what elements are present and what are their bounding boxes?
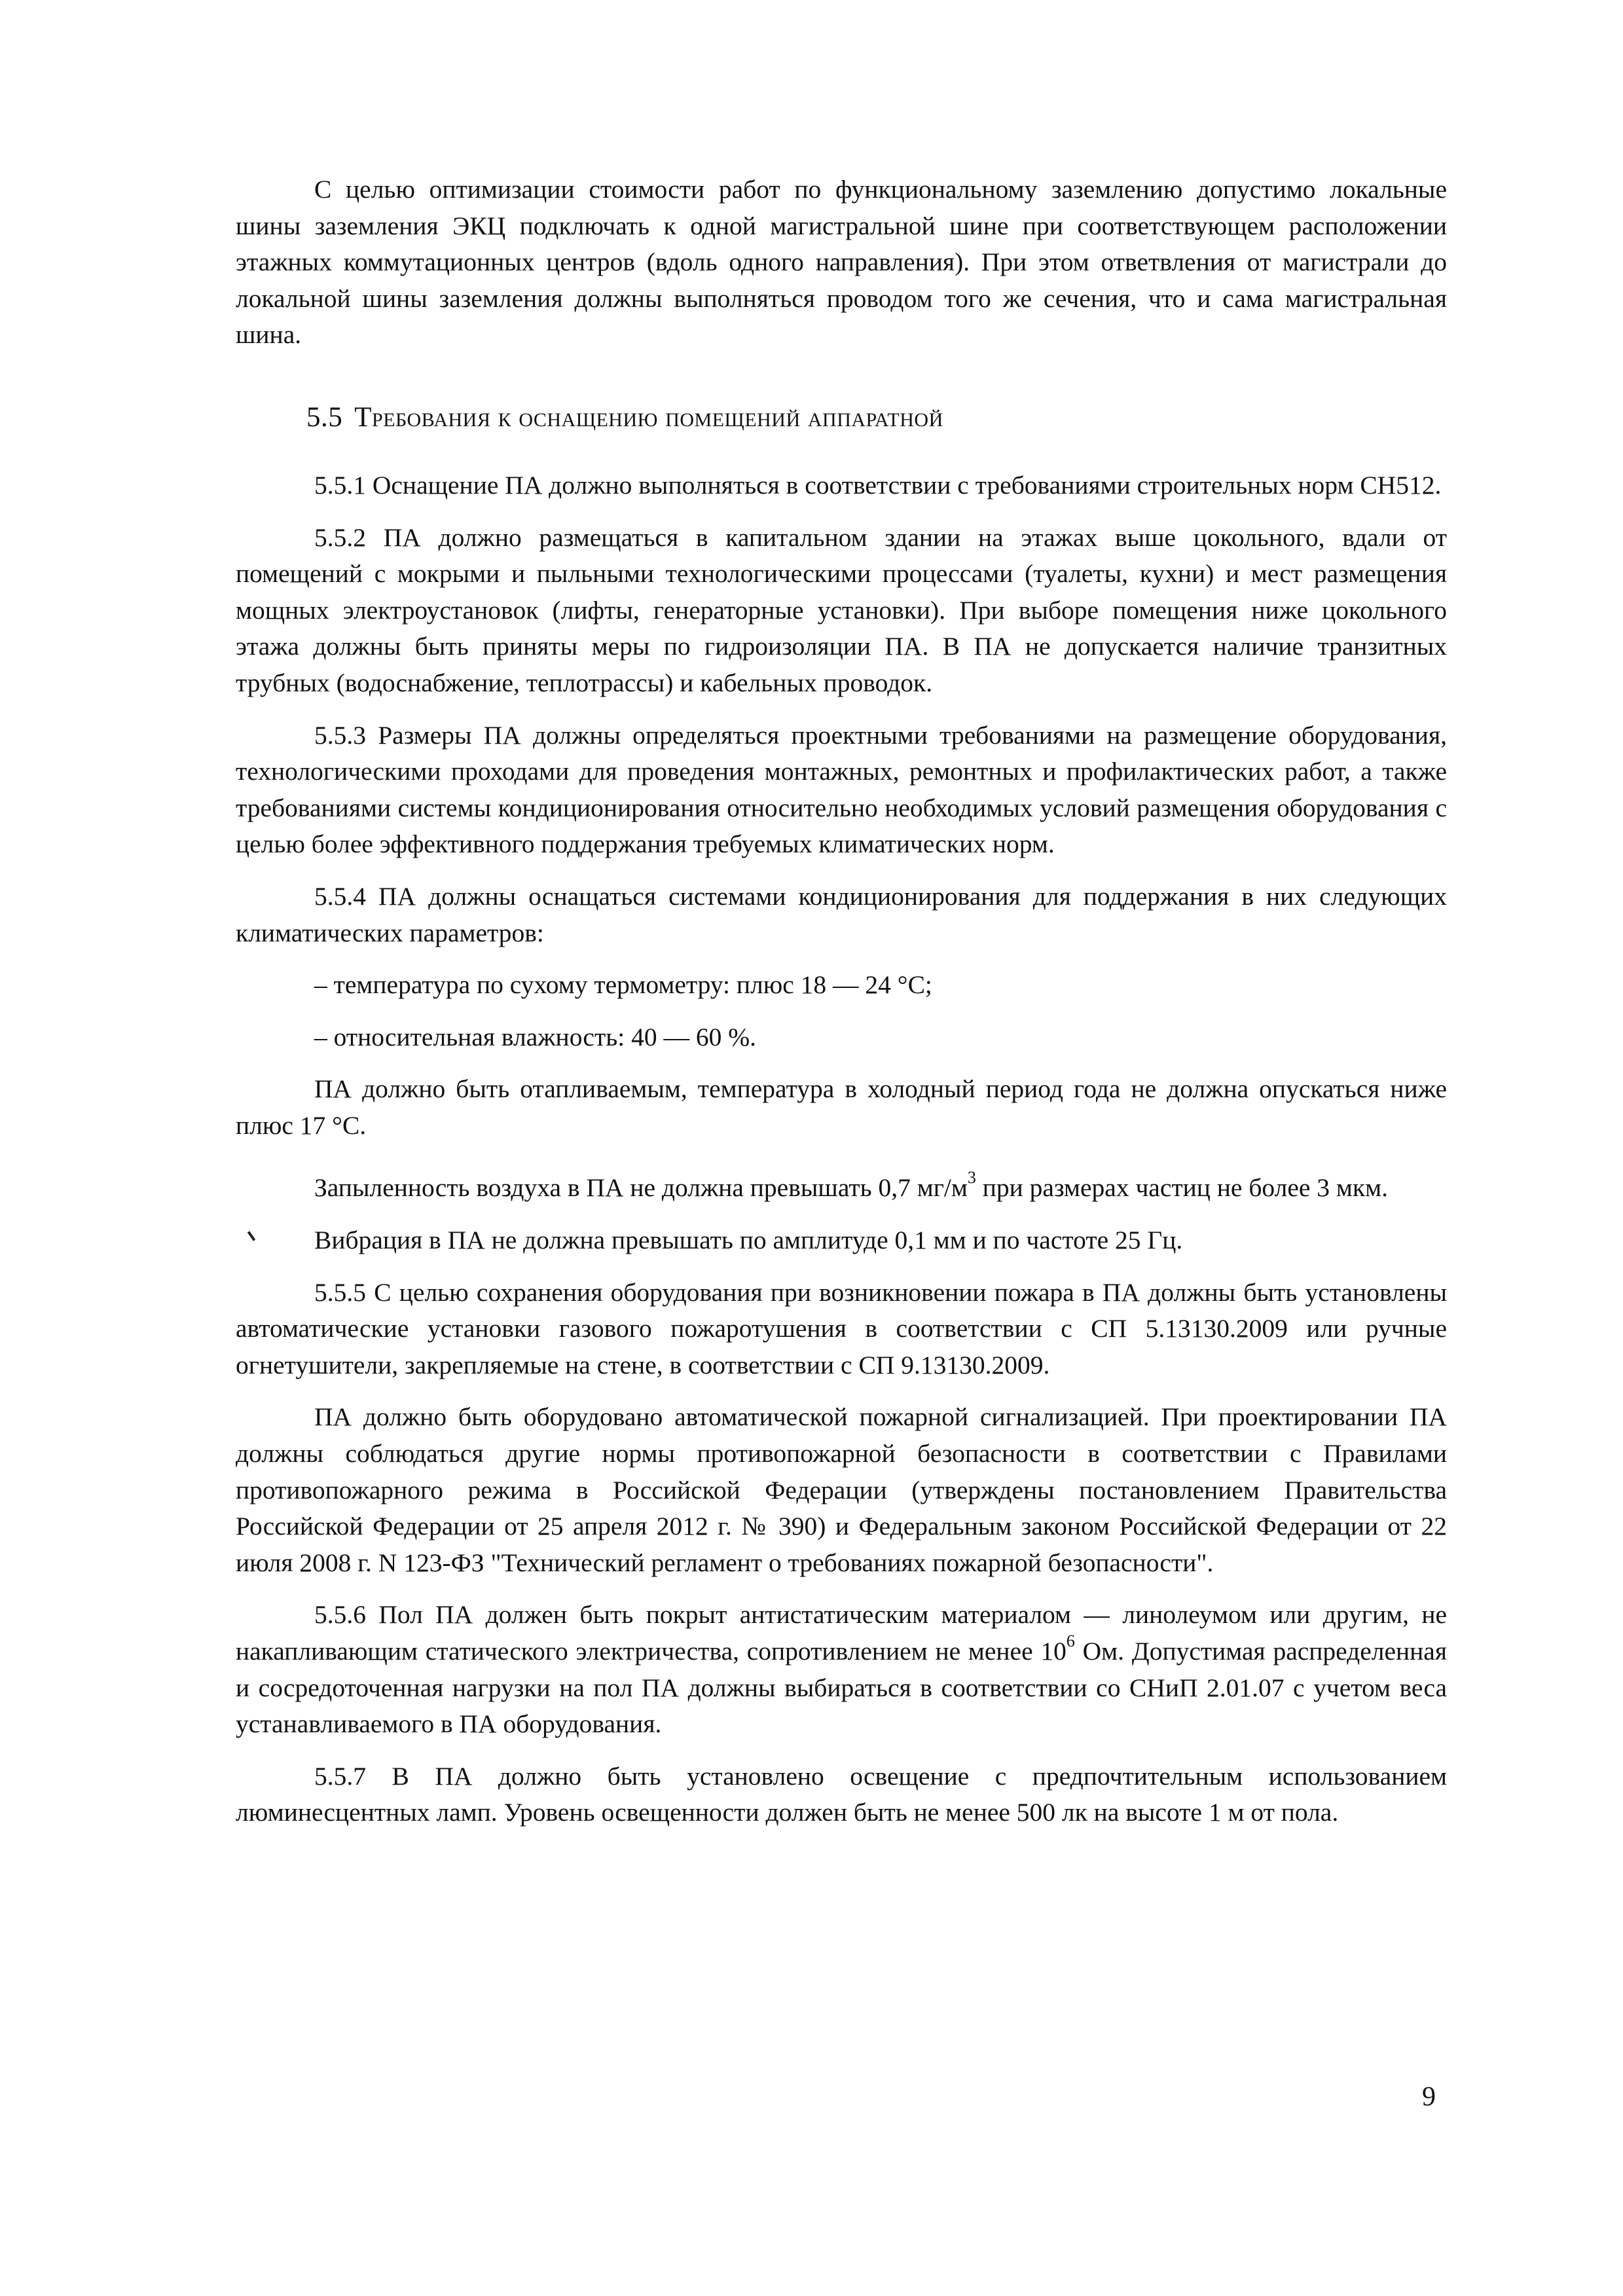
paragraph-5-5-5: 5.5.5 С целью сохранения оборудования при возникновении пожара в ПА должны быть установлены автоматические установки газового пожаротушения в соответствии с СП 5.13130.2009 или ручные огнетушители, закрепляемые на стене, в соответствии с СП 9.13130.2009. — [236, 1277, 1447, 1379]
paragraph-dust — [236, 1170, 1447, 1207]
resistance-exponent: 6 — [1066, 1631, 1075, 1650]
paragraph-5-5-3: 5.5.3 Размеры ПА должны определяться проектными требованиями на размещение оборудования, технологическими проходами для проведения монтажных, ремонтных и профилактических работ, а также требованиями системы кондиционирования относительно необходимых условий размещения оборудования с целью более эффективного поддержания требуемых климатических норм. — [236, 720, 1447, 859]
intro-paragraph: С целью оптимизации стоимости работ по функциональному заземлению допустимо локальные шины заземления ЭКЦ подключать к одной магистральной шине при соответствующем расположении этажных коммутационных центров (вдоль одного направления). При этом ответвления от магистрали до локальной шины заземления должны выполняться проводом того же сечения, что и сама магистральная шина. — [236, 175, 1447, 350]
paragraph-5-5-7: 5.5.7 В ПА должно быть установлено освещение с предпочтительным использованием люминесцентных ламп. Уровень освещенности должен быть не менее 500 лк на высоте 1 м от пола. — [236, 1761, 1447, 1827]
paragraph-fire-alarm: ПА должно быть оборудовано автоматической пожарной сигнализацией. При проектировании ПА должны соблюдаться другие нормы противопожарной безопасности в соответствии с Правилами противопожарного режима в Российской Федерации (утверждены постановлением Правительства Российской Федерации от 25 апреля 2012 г. № 390) и Федеральным законом Российской Федерации от 22 июля 2008 г. N 123-ФЗ "Технический регламент о требованиях пожарной безопасности". — [236, 1402, 1447, 1577]
dust-superscript: 3 — [967, 1168, 976, 1188]
paragraph-vibration: Вибрация в ПА не должна превышать по амплитуде 0,1 мм и по частоте 25 Гц. — [314, 1226, 1183, 1255]
floor-text-end: Ом. Допустимая распределенная и сосредоточенная нагрузки на пол ПА должны выбираться в соответствии со СНиП 2.01.07 с учетом веса устанавливаемого в ПА оборудования. — [236, 1637, 1448, 1739]
floor-text: 5.5.6 Пол ПА должен быть покрыт антистатическим материалом — линолеумом или другим, не накапливающим статического электричества, сопротивлением не менее 10 — [236, 1600, 1447, 1666]
dust-text-end: при размерах частиц не более 3 мкм. — [976, 1173, 1388, 1203]
paragraph-5-5-1: 5.5.1 Оснащение ПА должно выполняться в соответствии с требованиями строительных норм СН512. — [314, 470, 1442, 500]
paragraph-heating: ПА должно быть отапливаемым, температура в холодный период года не должна опускаться ниже плюс 17 °С. — [236, 1074, 1447, 1140]
dust-text: Запыленность воздуха в ПА не должна превышать 0,7 мг/м — [314, 1173, 968, 1203]
paragraph-5-5-6 — [236, 1597, 1447, 1742]
param-temperature: – температура по сухому термометру: плюс 18 — 24 °С; — [314, 970, 932, 1000]
section-heading — [236, 399, 1447, 436]
section-number: 5.5 — [306, 401, 343, 433]
page-number: 9 — [1422, 2082, 1436, 2112]
section-title: Требования к оснащению помещений аппаратной — [354, 401, 943, 433]
paragraph-5-5-2: 5.5.2 ПА должно размещаться в капитальном здании на этажах выше цокольного, вдали от помещений с мокрыми и пыльными технологическими процессами (туалеты, кухни) и мест размещения мощных электроустановок (лифты, генераторные установки). При выборе помещения ниже цокольного этажа должны быть приняты меры по гидроизоляции ПА. В ПА не допускается наличие транзитных трубных (водоснабжение, теплотрассы) и кабельных проводок. — [236, 522, 1447, 697]
page-body — [236, 172, 1447, 1831]
paragraph-5-5-4: 5.5.4 ПА должны оснащаться системами кондиционирования для поддержания в них следующих климатических параметров: — [236, 881, 1447, 947]
param-humidity: – относительная влажность: 40 — 60 %. — [314, 1022, 756, 1051]
